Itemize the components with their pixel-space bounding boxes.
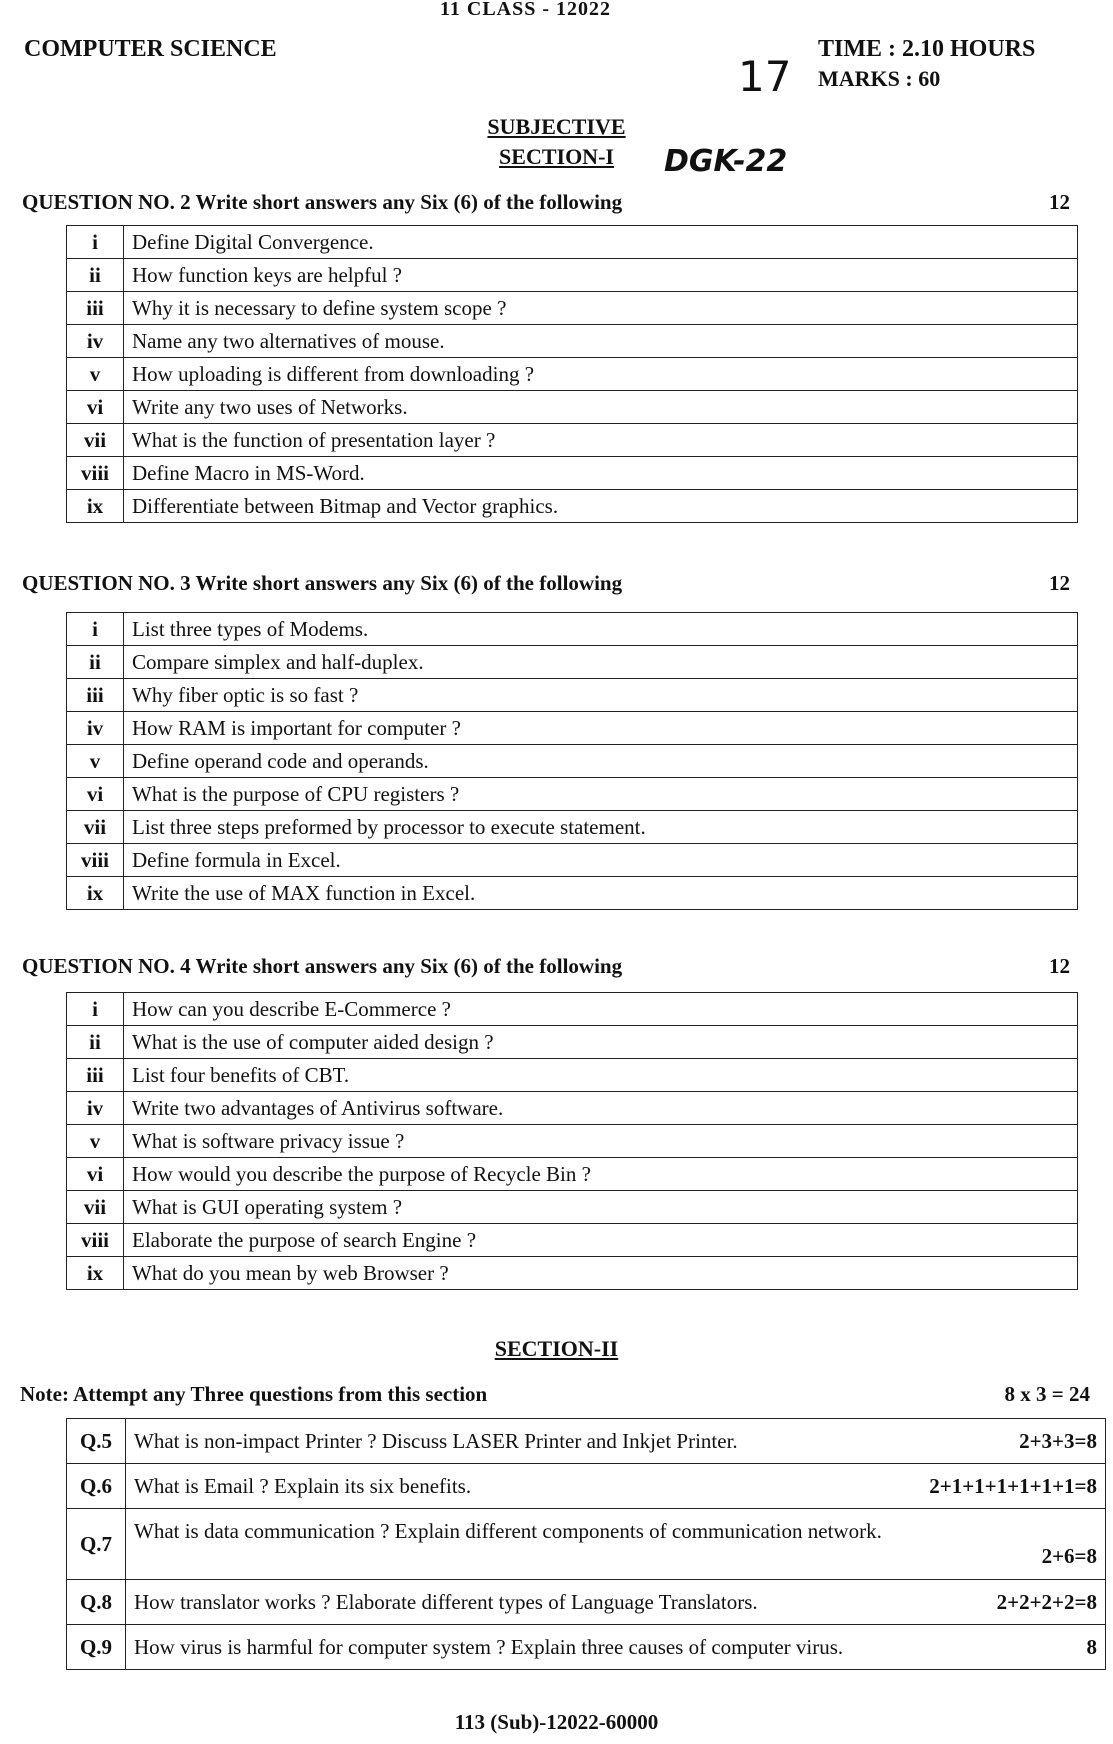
table-row [67,292,1078,325]
item-text: Write any two uses of Networks. [124,391,1078,424]
table-row [67,844,1078,877]
item-text: Define Digital Convergence. [124,226,1078,259]
table-row [67,358,1078,391]
question-number: Q.9 [67,1625,126,1670]
table-row [67,1158,1078,1191]
question-number: Q.8 [67,1580,126,1625]
question-number: Q.5 [67,1419,126,1464]
table-row [67,745,1078,778]
item-text: List three steps preformed by processor to execute statement. [124,811,1078,844]
table-row [67,1224,1078,1257]
item-text: List four benefits of CBT. [124,1059,1078,1092]
item-number: vi [67,391,124,424]
question-3-table [66,612,1078,910]
item-number: vii [67,1191,124,1224]
table-row [67,613,1078,646]
question-marks: 2+3+3=8 [1019,1428,1097,1453]
item-text: How can you describe E-Commerce ? [124,993,1078,1026]
item-number: iii [67,292,124,325]
question-text: What is non-impact Printer ? Discuss LASER Printer and Inkjet Printer. [134,1428,738,1453]
question-3-marks: 12 [1049,571,1070,595]
table-row [67,1509,1106,1580]
table-row [67,1419,1106,1464]
question-4-heading [22,954,1082,979]
question-4-marks: 12 [1049,954,1070,978]
table-row [67,1464,1106,1509]
table-row [67,325,1078,358]
table-row [67,391,1078,424]
table-row [67,712,1078,745]
item-number: ix [67,490,124,523]
question-cell [126,1580,1106,1625]
table-row [67,993,1078,1026]
section-2-marks: 8 x 3 = 24 [1004,1382,1090,1406]
item-text: What is the function of presentation layer ? [124,424,1078,457]
item-number: v [67,358,124,391]
item-number: viii [67,1224,124,1257]
question-marks: 2+1+1+1+1+1+1=8 [929,1473,1097,1498]
question-cell [126,1464,1106,1509]
item-number: ii [67,646,124,679]
item-number: viii [67,457,124,490]
item-number: iii [67,1059,124,1092]
question-2-marks: 12 [1049,190,1070,214]
table-row [67,457,1078,490]
section-1-title: SECTION-I [499,144,614,169]
item-number: ix [67,877,124,910]
item-number: i [67,613,124,646]
section-2-note-text: Note: Attempt any Three questions from this section [20,1382,488,1406]
item-text: Define Macro in MS-Word. [124,457,1078,490]
question-text: What is data communication ? Explain different components of communication network. [134,1519,882,1543]
table-row [67,490,1078,523]
item-number: ii [67,1026,124,1059]
question-cell [126,1509,1106,1580]
item-text: How uploading is different from downloading ? [124,358,1078,391]
table-row [67,1257,1078,1290]
table-row [67,811,1078,844]
table-row [67,1191,1078,1224]
table-row [67,1026,1078,1059]
table-row [67,1625,1106,1670]
time-label: TIME : 2.10 HOURS [818,36,1036,62]
subject-title: COMPUTER SCIENCE [24,36,277,62]
item-text: How would you describe the purpose of Recycle Bin ? [124,1158,1078,1191]
item-number: i [67,993,124,1026]
question-marks: 2+2+2+2=8 [996,1589,1097,1614]
question-2-heading [22,190,1082,215]
item-text: What is GUI operating system ? [124,1191,1078,1224]
item-text: What is the purpose of CPU registers ? [124,778,1078,811]
item-text: Differentiate between Bitmap and Vector graphics. [124,490,1078,523]
question-3-heading [22,571,1082,596]
item-number: vii [67,424,124,457]
item-number: v [67,745,124,778]
section-2-note [20,1382,1090,1407]
marks-label: MARKS : 60 [818,66,941,91]
item-number: vi [67,1158,124,1191]
item-text: How RAM is important for computer ? [124,712,1078,745]
item-number: viii [67,844,124,877]
item-text: Compare simplex and half-duplex. [124,646,1078,679]
item-number: iv [67,712,124,745]
item-number: vii [67,811,124,844]
question-text: How virus is harmful for computer system ? Explain three causes of computer virus. [134,1634,844,1659]
section-2-title: SECTION-II [494,1336,619,1361]
item-text: Name any two alternatives of mouse. [124,325,1078,358]
item-text: Define formula in Excel. [124,844,1078,877]
table-row [67,646,1078,679]
question-marks: 8 [1086,1634,1097,1659]
question-text: What is Email ? Explain its six benefits. [134,1473,472,1498]
item-text: Define operand code and operands. [124,745,1078,778]
table-row [67,877,1078,910]
item-text: List three types of Modems. [124,613,1078,646]
paper-code-footer: 113 (Sub)-12022-60000 [454,1710,659,1734]
item-number: vi [67,778,124,811]
item-text: What do you mean by web Browser ? [124,1257,1078,1290]
subjective-title: SUBJECTIVE [487,114,626,139]
table-row [67,778,1078,811]
question-text: How translator works ? Elaborate different types of Language Translators. [134,1589,758,1614]
item-text: What is the use of computer aided design ? [124,1026,1078,1059]
item-text: Why it is necessary to define system scope ? [124,292,1078,325]
question-2-heading-text: QUESTION NO. 2 Write short answers any Six (6) of the following [22,190,623,214]
question-cell [126,1625,1106,1670]
question-4-table [66,992,1078,1290]
question-2-table [66,225,1078,523]
item-text: How function keys are helpful ? [124,259,1078,292]
table-row [67,1059,1078,1092]
item-text: Write the use of MAX function in Excel. [124,877,1078,910]
question-marks: 2+6=8 [1041,1544,1097,1568]
item-number: iv [67,325,124,358]
item-text: Write two advantages of Antivirus software. [124,1092,1078,1125]
item-number: ix [67,1257,124,1290]
item-text: Elaborate the purpose of search Engine ? [124,1224,1078,1257]
item-number: v [67,1125,124,1158]
top-strip: 11 CLASS - 12022 [440,0,612,20]
question-number: Q.7 [67,1509,126,1580]
question-4-heading-text: QUESTION NO. 4 Write short answers any Six (6) of the following [22,954,623,978]
item-number: iii [67,679,124,712]
table-row [67,1092,1078,1125]
item-number: ii [67,259,124,292]
item-text: What is software privacy issue ? [124,1125,1078,1158]
question-cell [126,1419,1106,1464]
table-row [67,259,1078,292]
handwritten-code: DGK-22 [664,144,788,179]
item-number: iv [67,1092,124,1125]
table-row [67,1580,1106,1625]
table-row [67,226,1078,259]
item-text: Why fiber optic is so fast ? [124,679,1078,712]
section-2-table [66,1418,1106,1670]
question-3-heading-text: QUESTION NO. 3 Write short answers any Six (6) of the following [22,571,623,595]
handwritten-mark: 17 [738,52,792,101]
table-row [67,679,1078,712]
question-number: Q.6 [67,1464,126,1509]
table-row [67,424,1078,457]
table-row [67,1125,1078,1158]
item-number: i [67,226,124,259]
